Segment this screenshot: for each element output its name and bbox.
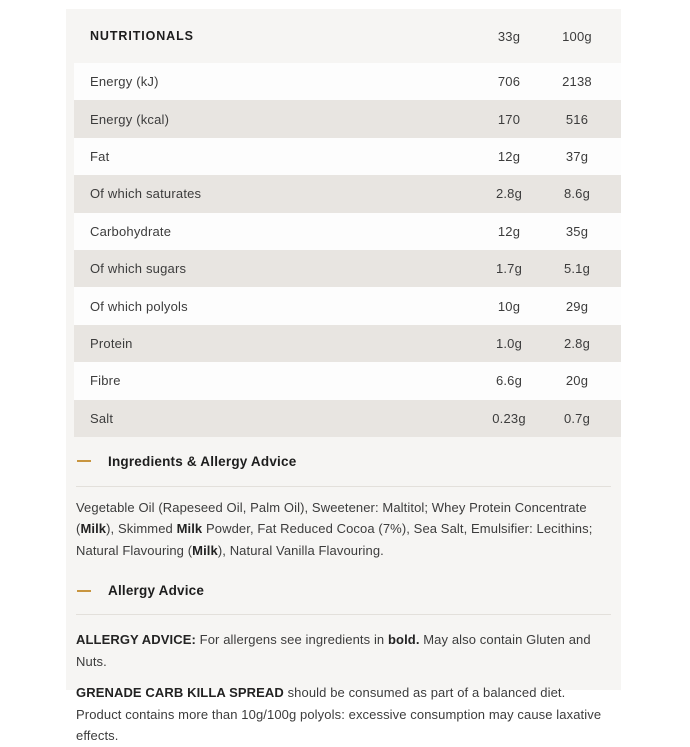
value-per-100g: 0.7g: [563, 410, 591, 426]
value-per-100g: 8.6g: [563, 186, 591, 202]
value-per-100g: 2138: [562, 74, 592, 90]
value-per-100g: 35g: [565, 223, 589, 239]
value-per-33g: 1.0g: [495, 335, 523, 351]
table-row: [74, 63, 621, 100]
ingredients-text: Vegetable Oil (Rapeseed Oil, Palm Oil), Sweetener: Maltitol; Whey Protein Concentrate (Milk), Skimmed Milk Powder, Fat Reduced Cocoa (7%), Sea Salt, Emulsifier: Lecithins; Natural Flavouring (Milk), Natural Vanilla Flavouring.: [76, 499, 593, 558]
table-row: [74, 213, 621, 250]
table-row: [74, 138, 621, 175]
table-row: [74, 250, 621, 287]
value-per-100g: 29g: [565, 298, 589, 314]
accordion-item-allergy: [76, 567, 611, 747]
column-header-33g: 33g: [497, 28, 521, 44]
nutritionals-title: NUTRITIONALS: [90, 29, 194, 43]
accordion: [66, 437, 621, 747]
table-row: [74, 287, 621, 324]
table-row: [74, 100, 621, 137]
table-row: [74, 362, 621, 399]
nutrient-label: Fibre: [90, 373, 121, 389]
value-per-100g: 2.8g: [563, 335, 591, 351]
accordion-header-ingredients[interactable]: [76, 437, 611, 487]
value-per-33g: 10g: [497, 298, 521, 314]
value-per-33g: 170: [497, 111, 521, 127]
nutrient-label: Protein: [90, 335, 133, 351]
column-header-100g: 100g: [562, 28, 592, 44]
table-row: [74, 175, 621, 212]
nutrient-label: Of which polyols: [90, 298, 188, 314]
nutrient-label: Fat: [90, 148, 110, 164]
value-per-33g: 2.8g: [495, 186, 523, 202]
nutrition-table: [74, 63, 621, 437]
value-per-33g: 1.7g: [495, 261, 523, 277]
value-per-33g: 0.23g: [492, 410, 526, 426]
value-per-100g: 37g: [565, 148, 589, 164]
collapse-minus-icon: [77, 590, 91, 592]
nutrition-table-header: [66, 9, 621, 63]
table-row: [74, 325, 621, 362]
consumption-advice-text: GRENADE CARB KILLA SPREAD should be consumed as part of a balanced diet. Product contains more than 10g/100g polyols: excessive consumption may cause laxative effects.: [76, 685, 602, 744]
nutrient-label: Salt: [90, 410, 114, 426]
allergy-advice-text: ALLERGY ADVICE: For allergens see ingredients in bold. May also contain Gluten and Nuts.: [76, 632, 591, 669]
accordion-header-allergy[interactable]: [76, 567, 611, 615]
accordion-title: Allergy Advice: [108, 583, 205, 599]
accordion-item-ingredients: [76, 437, 611, 562]
value-per-100g: 5.1g: [563, 261, 591, 277]
nutrient-label: Energy (kcal): [90, 111, 170, 127]
value-per-100g: 20g: [565, 373, 589, 389]
nutrient-label: Carbohydrate: [90, 223, 172, 239]
value-per-33g: 12g: [497, 148, 521, 164]
value-per-33g: 12g: [497, 223, 521, 239]
collapse-minus-icon: [77, 460, 91, 462]
table-row: [74, 400, 621, 437]
nutrient-label: Of which sugars: [90, 261, 187, 277]
value-per-33g: 6.6g: [495, 373, 523, 389]
value-per-33g: 706: [497, 74, 521, 90]
accordion-title: Ingredients & Allergy Advice: [108, 453, 297, 469]
nutrient-label: Of which saturates: [90, 186, 202, 202]
nutrition-panel: [66, 9, 621, 744]
nutrient-label: Energy (kJ): [90, 74, 159, 90]
value-per-100g: 516: [565, 111, 589, 127]
